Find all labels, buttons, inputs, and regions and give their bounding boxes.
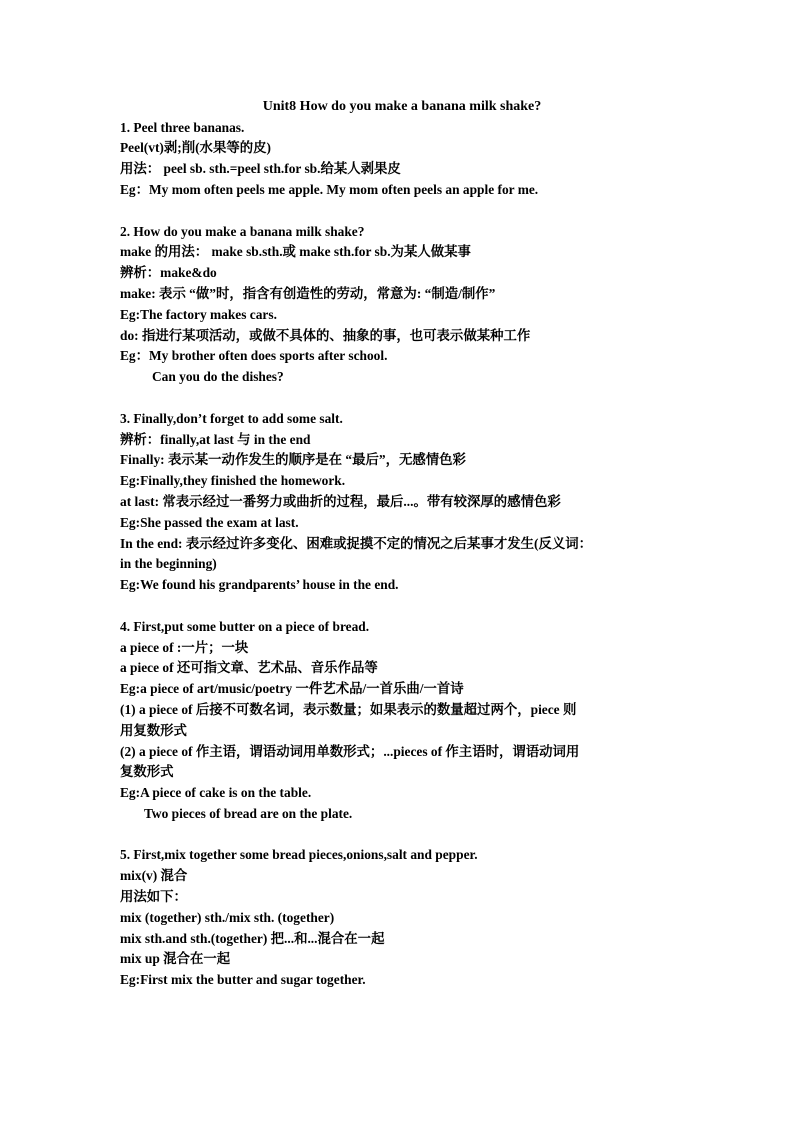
section-heading: 2. How do you make a banana milk shake? — [120, 223, 365, 239]
comparison-line: 辨析：make&do — [120, 265, 217, 281]
example-line: Eg:a piece of art/music/poetry 一件艺术品/一首乐曲/一首诗 — [120, 681, 464, 697]
section-spacer — [120, 825, 680, 846]
example-line: Eg:Finally,they finished the homework. — [120, 473, 346, 489]
example-line: Can you do the dishes? — [152, 369, 284, 385]
section-mix — [120, 845, 680, 991]
example-line: Eg:First mix the butter and sugar together. — [120, 972, 366, 988]
definition-line: at last: 常表示经过一番努力或曲折的过程，最后...。带有较深厚的感情色彩 — [120, 493, 561, 509]
document-title: Unit8 How do you make a banana milk shake? — [262, 99, 542, 114]
section-spacer — [120, 201, 680, 222]
section-spacer — [120, 596, 680, 617]
example-line: Eg:She passed the exam at last. — [120, 514, 299, 530]
rule-line-continued: 复数形式 — [120, 764, 174, 780]
usage-line: mix sth.and sth.(together) 把...和...混合在一起 — [120, 930, 385, 946]
section-heading: 3. Finally,don’t forget to add some salt. — [120, 410, 343, 426]
example-line: Two pieces of bread are on the plate. — [144, 805, 353, 821]
section-finally — [120, 409, 680, 596]
section-spacer — [120, 388, 680, 409]
definition-line: Finally: 表示某一动作发生的顺序是在 “最后”，无感情色彩 — [120, 452, 466, 468]
usage-line: mix up 混合在一起 — [120, 951, 231, 967]
rule-line: (1) a piece of 后接不可数名词，表示数量；如果表示的数量超过两个，piece 则 — [120, 701, 577, 717]
definition-line: Peel(vt)剥;削(水果等的皮) — [120, 140, 271, 156]
example-line: Eg:The factory makes cars. — [120, 306, 277, 322]
example-line: Eg:We found his grandparents’ house in the end. — [120, 577, 399, 593]
section-heading: 5. First,mix together some bread pieces,onions,salt and pepper. — [120, 847, 478, 863]
comparison-line: 辨析：finally,at last 与 in the end — [120, 431, 311, 447]
usage-line: mix (together) sth./mix sth. (together) — [120, 909, 335, 925]
definition-line-continued: in the beginning) — [120, 556, 217, 572]
section-heading: 1. Peel three bananas. — [120, 119, 245, 135]
definition-line: mix(v) 混合 — [120, 868, 188, 884]
rule-line: (2) a piece of 作主语，谓语动词用单数形式；...pieces of 作主语时，谓语动词用 — [120, 743, 580, 759]
example-line: Eg：My brother often does sports after school. — [120, 348, 388, 364]
definition-line: make: 表示 “做”时，指含有创造性的劳动，常意为: “制造/制作” — [120, 285, 496, 301]
usage-line: 用法： peel sb. sth.=peel sth.for sb.给某人剥果皮 — [120, 161, 401, 177]
definition-line: In the end: 表示经过许多变化、困难或捉摸不定的情况之后某事才发生(反义词： — [120, 535, 593, 551]
example-line: Eg:A piece of cake is on the table. — [120, 785, 312, 801]
definition-line: do: 指进行某项活动，或做不具体的、抽象的事，也可表示做某种工作 — [120, 327, 531, 343]
section-heading: 4. First,put some butter on a piece of bread. — [120, 618, 370, 634]
usage-line: 用法如下： — [120, 889, 187, 905]
section-make — [120, 222, 680, 388]
document-page — [120, 97, 680, 991]
section-piece-of — [120, 617, 680, 825]
definition-line: a piece of 还可指文章、艺术品、音乐作品等 — [120, 660, 378, 676]
usage-line: make 的用法： make sb.sth.或 make sth.for sb.为某人做某事 — [120, 244, 471, 260]
example-line: Eg：My mom often peels me apple. My mom often peels an apple for me. — [120, 181, 539, 197]
section-peel — [120, 118, 680, 201]
rule-line-continued: 用复数形式 — [120, 722, 187, 738]
definition-line: a piece of :一片；一块 — [120, 639, 249, 655]
